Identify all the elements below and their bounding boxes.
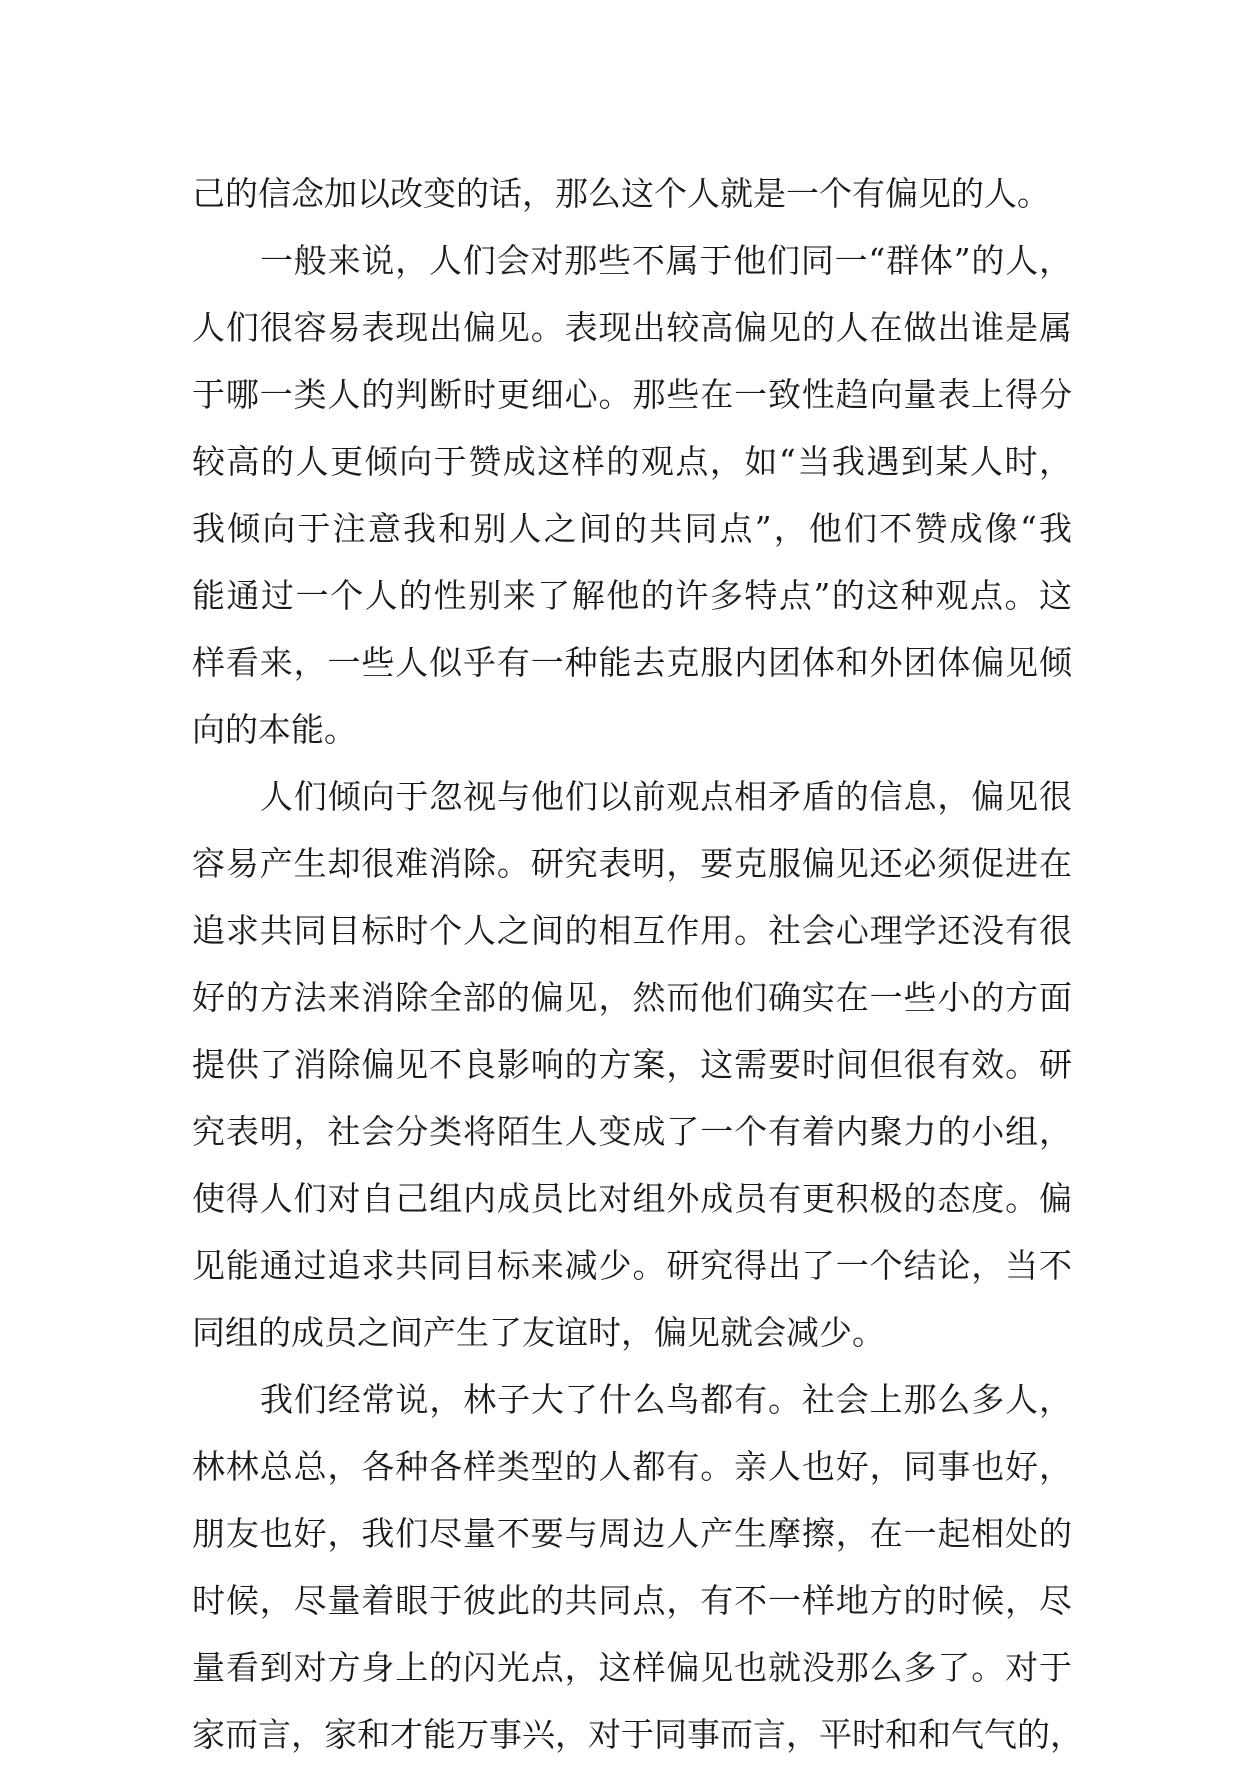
text-line: 人们倾向于忽视与他们以前观点相矛盾的信息，偏见很 <box>260 777 1072 816</box>
text-line: 究表明，社会分类将陌生人变成了一个有着内聚力的小组， <box>192 1112 1072 1151</box>
text-line: 能通过一个人的性别来了解他的许多特点”的这种观点。这 <box>192 576 1072 615</box>
text-line: 量看到对方身上的闪光点，这样偏见也就没那么多了。对于 <box>192 1648 1072 1687</box>
text-line: 时候，尽量着眼于彼此的共同点，有不一样地方的时候，尽 <box>192 1581 1072 1620</box>
text-line: 同组的成员之间产生了友谊时，偏见就会减少。 <box>192 1313 885 1352</box>
text-line: 家而言，家和才能万事兴，对于同事而言，平时和和气气的， <box>192 1715 1083 1754</box>
text-line: 林林总总，各种各样类型的人都有。亲人也好，同事也好， <box>192 1447 1072 1486</box>
text-line: 提供了消除偏见不良影响的方案，这需要时间但很有效。研 <box>192 1045 1072 1084</box>
text-line: 人们很容易表现出偏见。表现出较高偏见的人在做出谁是属 <box>192 308 1072 347</box>
text-line: 朋友也好，我们尽量不要与周边人产生摩擦，在一起相处的 <box>192 1514 1072 1553</box>
body-text <box>192 160 1083 1768</box>
text-line: 见能通过追求共同目标来减少。研究得出了一个结论，当不 <box>192 1246 1072 1285</box>
text-line: 较高的人更倾向于赞成这样的观点，如“当我遇到某人时， <box>192 442 1072 481</box>
text-line: 我们经常说，林子大了什么鸟都有。社会上那么多人， <box>260 1380 1072 1419</box>
text-line: 样看来，一些人似乎有一种能去克服内团体和外团体偏见倾 <box>192 643 1072 682</box>
text-line: 己的信念加以改变的话，那么这个人就是一个有偏见的人。 <box>192 174 1050 213</box>
text-line: 一般来说，人们会对那些不属于他们同一“群体”的人， <box>260 241 1072 280</box>
text-line: 好的方法来消除全部的偏见，然而他们确实在一些小的方面 <box>192 978 1072 1017</box>
text-line: 使得人们对自己组内成员比对组外成员有更积极的态度。偏 <box>192 1179 1072 1218</box>
text-line: 于哪一类人的判断时更细心。那些在一致性趋向量表上得分 <box>192 375 1072 414</box>
text-line: 追求共同目标时个人之间的相互作用。社会心理学还没有很 <box>192 911 1072 950</box>
text-line: 我倾向于注意我和别人之间的共同点”，他们不赞成像“我 <box>192 509 1072 548</box>
text-line: 容易产生却很难消除。研究表明，要克服偏见还必须促进在 <box>192 844 1072 883</box>
text-line: 向的本能。 <box>192 710 357 749</box>
